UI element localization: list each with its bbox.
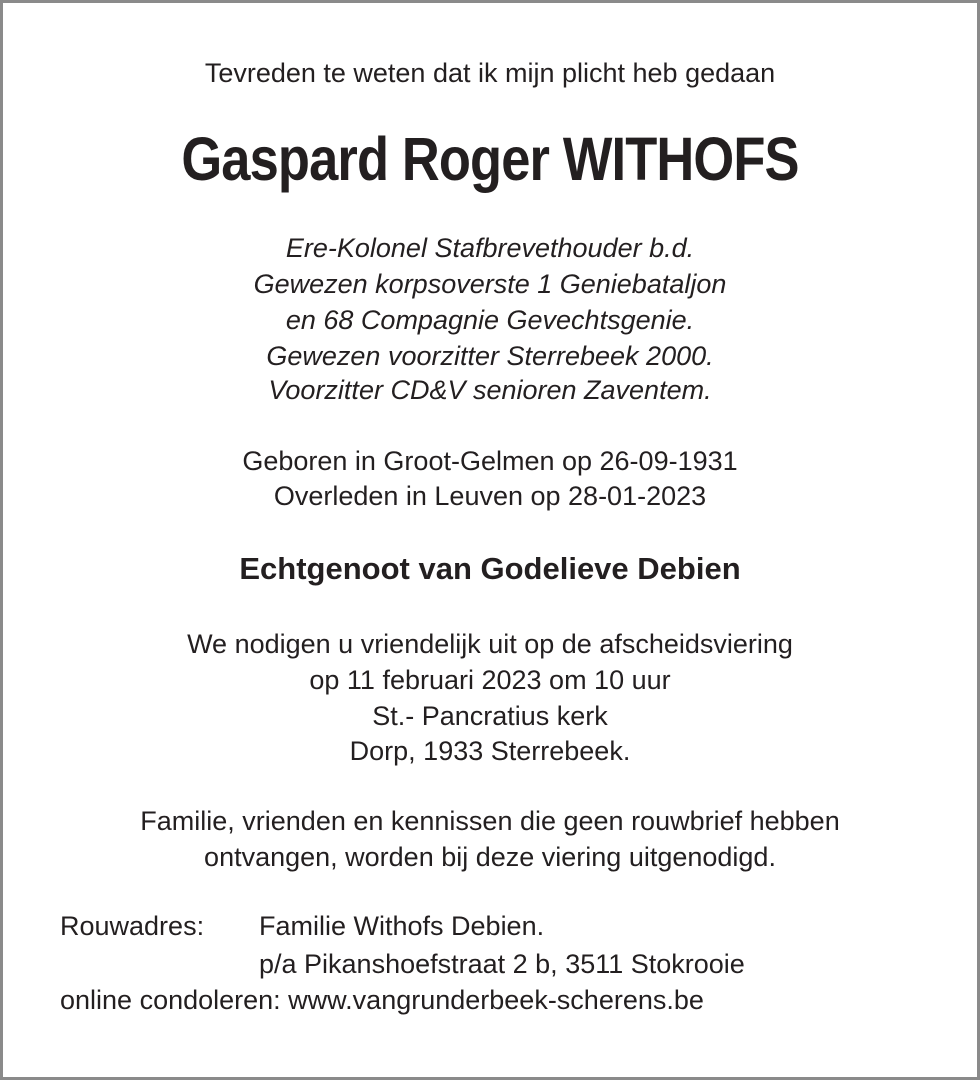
title-line: Gewezen voorzitter Sterrebeek 2000. xyxy=(266,341,714,371)
motto: Tevreden te weten dat ik mijn plicht heb gedaan xyxy=(204,58,776,88)
address-line: p/a Pikanshoefstraat 2 b, 3511 Stokrooie xyxy=(259,949,745,979)
invitation-line: Dorp, 1933 Sterrebeek. xyxy=(349,736,631,766)
online-condolence: online condoleren: www.vangrunderbeek-scherens.be xyxy=(60,985,704,1015)
spouse-line: Echtgenoot van Godelieve Debien xyxy=(239,551,741,586)
title-line: Gewezen korpsoverste 1 Geniebataljon xyxy=(253,269,727,299)
title-line: en 68 Compagnie Gevechtsgenie. xyxy=(285,305,695,335)
note-line: Familie, vrienden en kennissen die geen rouwbrief hebben xyxy=(140,806,840,836)
death-info: Overleden in Leuven op 28-01-2023 xyxy=(273,481,707,511)
title-line: Ere-Kolonel Stafbrevethouder b.d. xyxy=(285,233,695,263)
birth-info: Geboren in Groot-Gelmen op 26-09-1931 xyxy=(242,446,738,476)
invitation-line: St.- Pancratius kerk xyxy=(372,701,608,731)
address-line: Familie Withofs Debien. xyxy=(259,911,545,941)
deceased-name: Gaspard Roger WITHOFS xyxy=(181,125,799,193)
invitation-line: op 11 februari 2023 om 10 uur xyxy=(309,665,671,695)
title-line: Voorzitter CD&V senioren Zaventem. xyxy=(268,375,712,405)
address-label: Rouwadres: xyxy=(60,911,205,941)
note-line: ontvangen, worden bij deze viering uitgenodigd. xyxy=(204,842,776,872)
invitation-line: We nodigen u vriendelijk uit op de afscheidsviering xyxy=(187,629,793,659)
